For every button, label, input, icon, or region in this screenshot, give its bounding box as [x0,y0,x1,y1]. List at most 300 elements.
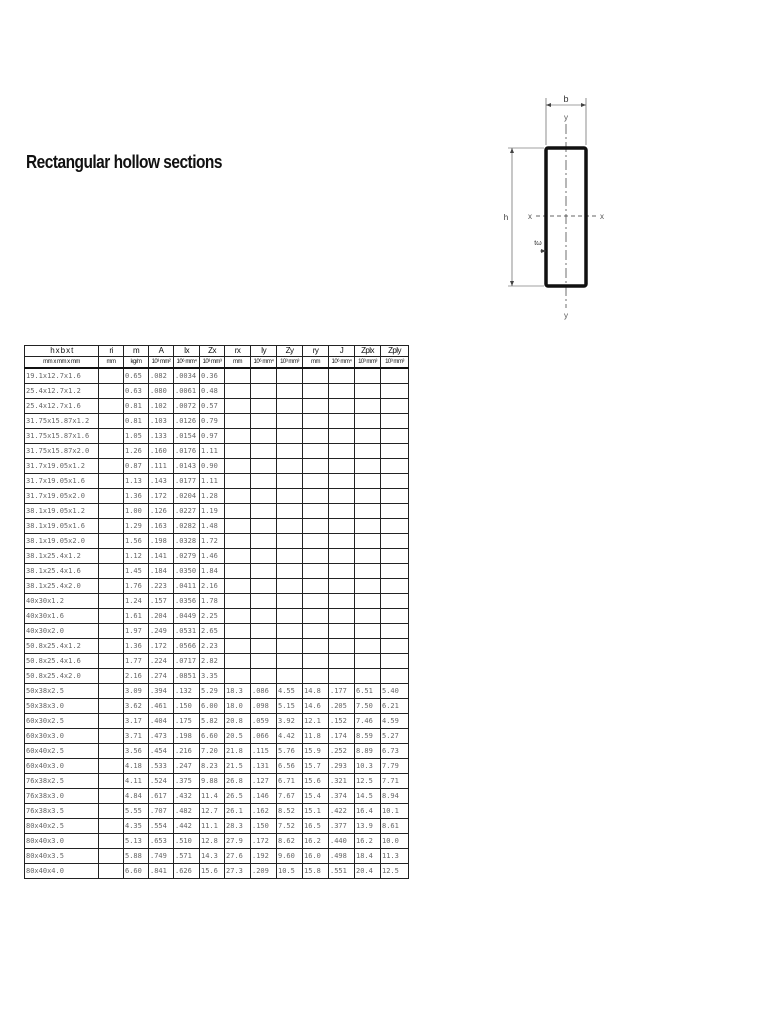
table-row [25,804,409,819]
cell-ri [99,669,124,684]
cell-size: 60x40x3.0 [25,759,99,774]
cell-ry: 16.2 [303,834,329,849]
cell-zplx: Zplx [355,346,381,357]
cell-size: 60x30x3.0 [25,729,99,744]
cell-zplx: 7.50 [355,699,381,714]
cell-ry: 12.1 [303,714,329,729]
table-row [25,399,409,414]
cell-ri [99,819,124,834]
cell-j [329,639,355,654]
cell-zy [277,669,303,684]
cell-ri [99,384,124,399]
cell-j [329,654,355,669]
cell-mass: 4.35 [124,819,149,834]
cell-ix: .0717 [174,654,200,669]
cell-j [329,414,355,429]
cell-ri [99,729,124,744]
cell-iy [251,474,277,489]
cell-mass: 0.87 [124,459,149,474]
cell-area: .141 [149,549,174,564]
cell-mass: 1.36 [124,489,149,504]
cell-mass: 5.55 [124,804,149,819]
cell-zply: Zply [381,346,409,357]
cell-mass: 1.13 [124,474,149,489]
properties-table-container [24,345,409,879]
cell-zx: 1.48 [200,519,225,534]
cell-ix: .216 [174,744,200,759]
cell-size: 38.1x19.05x1.6 [25,519,99,534]
cell-zply: 5.40 [381,684,409,699]
cell-zply [381,444,409,459]
cell-size: 40x30x1.2 [25,594,99,609]
cell-zply: 6.73 [381,744,409,759]
cell-zply [381,609,409,624]
cell-rx: 27.3 [225,864,251,879]
cell-ry [303,399,329,414]
cell-ry [303,609,329,624]
cell-size: 76x38x3.5 [25,804,99,819]
cell-ry: 11.8 [303,729,329,744]
cell-ry [303,474,329,489]
cell-ry: 14.8 [303,684,329,699]
cell-iy [251,414,277,429]
cell-zy: 6.56 [277,759,303,774]
cell-iy [251,639,277,654]
cell-zplx: 20.4 [355,864,381,879]
cell-zplx [355,609,381,624]
cell-area: .143 [149,474,174,489]
cell-ix: .0143 [174,459,200,474]
cell-ix: .247 [174,759,200,774]
cell-zx: 0.79 [200,414,225,429]
cell-ix: .0072 [174,399,200,414]
cell-zx: 1.11 [200,474,225,489]
cell-iy [251,564,277,579]
cell-ry [303,444,329,459]
cell-mass: 3.09 [124,684,149,699]
cell-iy [251,489,277,504]
cell-zx: 14.3 [200,849,225,864]
cell-zply [381,639,409,654]
cell-ry: 15.8 [303,864,329,879]
cell-zx: 9.88 [200,774,225,789]
cell-size: h x b x t [25,346,99,357]
table-row [25,384,409,399]
cell-size: 31.75x15.87x1.6 [25,429,99,444]
cell-rx: 18.0 [225,699,251,714]
cell-zx: 5.29 [200,684,225,699]
cell-j [329,579,355,594]
cell-iy: .172 [251,834,277,849]
cell-ri [99,429,124,444]
cell-ri [99,759,124,774]
cell-size: 50x38x2.5 [25,684,99,699]
cell-size: 60x40x2.5 [25,744,99,759]
cell-zplx: 18.4 [355,849,381,864]
table-row [25,669,409,684]
cell-area: A [149,346,174,357]
cell-ix: .0177 [174,474,200,489]
table-row [25,579,409,594]
cell-zplx [355,519,381,534]
cell-area: .133 [149,429,174,444]
cell-zply [381,519,409,534]
cell-iy: .059 [251,714,277,729]
cell-mass: 3.62 [124,699,149,714]
cell-size: 50.8x25.4x1.6 [25,654,99,669]
cell-iy [251,549,277,564]
cell-ry: 15.9 [303,744,329,759]
cell-area: .223 [149,579,174,594]
label-x-right: x [600,212,604,221]
cell-ry: ry [303,346,329,357]
cell-zplx: 16.4 [355,804,381,819]
cell-ry: 16.0 [303,849,329,864]
header-row [25,346,409,357]
cell-ry [303,594,329,609]
cell-zy [277,504,303,519]
cell-zplx [355,504,381,519]
cell-rx [225,549,251,564]
cell-iy [251,444,277,459]
cell-ry [303,368,329,384]
cell-zx: 1.84 [200,564,225,579]
cell-ri [99,474,124,489]
cell-zy [277,368,303,384]
cell-zplx: 16.2 [355,834,381,849]
cell-ri [99,834,124,849]
table-row [25,819,409,834]
cell-zply [381,459,409,474]
cell-zy: 7.67 [277,789,303,804]
table-row [25,459,409,474]
cell-area: .204 [149,609,174,624]
cell-area: .454 [149,744,174,759]
cell-iy: .131 [251,759,277,774]
section-diagram [500,90,620,322]
cell-ri [99,609,124,624]
cell-j: .422 [329,804,355,819]
cell-rx [225,414,251,429]
cell-zplx [355,474,381,489]
cell-zplx [355,489,381,504]
cell-zply [381,504,409,519]
cell-ix: .0449 [174,609,200,624]
cell-j [329,489,355,504]
label-tw: tω [534,240,542,247]
cell-zx: 8.23 [200,759,225,774]
cell-ix: .0279 [174,549,200,564]
cell-area: .707 [149,804,174,819]
cell-size: 25.4x12.7x1.2 [25,384,99,399]
cell-zply: 8.94 [381,789,409,804]
cell-zply [381,579,409,594]
cell-ri [99,564,124,579]
cell-area: .224 [149,654,174,669]
cell-size: 76x38x2.5 [25,774,99,789]
page-title: Rectangular hollow sections [26,152,222,172]
cell-zply: 6.21 [381,699,409,714]
cell-size: 19.1x12.7x1.6 [25,368,99,384]
cell-rx [225,654,251,669]
table-row [25,699,409,714]
cell-j [329,504,355,519]
cell-zy [277,444,303,459]
cell-ri [99,789,124,804]
cell-ix: .175 [174,714,200,729]
cell-ry [303,384,329,399]
cell-iy: .209 [251,864,277,879]
cell-size: mm x mm x mm [25,357,99,369]
cell-area: .103 [149,414,174,429]
cell-area: .102 [149,399,174,414]
cell-j: .377 [329,819,355,834]
table-row [25,368,409,384]
cell-rx [225,564,251,579]
table-row [25,534,409,549]
cell-ri [99,849,124,864]
cell-mass: m [124,346,149,357]
cell-zy [277,639,303,654]
cell-area: .198 [149,534,174,549]
cell-area: .841 [149,864,174,879]
cell-ix: .132 [174,684,200,699]
cell-size: 76x38x3.0 [25,789,99,804]
cell-ix: .0176 [174,444,200,459]
cell-mass: 0.81 [124,399,149,414]
cell-rx [225,504,251,519]
cell-zplx: 7.46 [355,714,381,729]
cell-iy: .162 [251,804,277,819]
cell-ri [99,594,124,609]
cell-size: 31.75x15.87x1.2 [25,414,99,429]
cell-j [329,624,355,639]
cell-zply [381,654,409,669]
cell-ri: mm [99,357,124,369]
cell-zplx [355,594,381,609]
table-row [25,624,409,639]
cell-ry [303,639,329,654]
cell-area: .394 [149,684,174,699]
cell-mass: 2.16 [124,669,149,684]
cell-size: 80x40x3.0 [25,834,99,849]
cell-ry: 15.7 [303,759,329,774]
cell-size: 80x40x2.5 [25,819,99,834]
cell-rx: 21.8 [225,744,251,759]
cell-zx: 15.6 [200,864,225,879]
cell-rx: mm [225,357,251,369]
cell-iy [251,504,277,519]
cell-mass: 3.71 [124,729,149,744]
cell-iy [251,399,277,414]
label-x-left: x [528,212,532,221]
cell-ry [303,504,329,519]
cell-zx: 1.11 [200,444,225,459]
units-row [25,357,409,369]
table-row [25,834,409,849]
cell-mass: 1.56 [124,534,149,549]
cell-rx [225,368,251,384]
cell-zx: 1.28 [200,489,225,504]
table-row [25,489,409,504]
cell-mass: 1.77 [124,654,149,669]
cell-zply: 10.0 [381,834,409,849]
cell-rx [225,534,251,549]
cell-zx: 1.46 [200,549,225,564]
cell-size: 31.75x15.87x2.0 [25,444,99,459]
cell-j: .321 [329,774,355,789]
cell-size: 50.8x25.4x2.0 [25,669,99,684]
cell-rx [225,519,251,534]
cell-zply: 10³ mm³ [381,357,409,369]
cell-iy [251,669,277,684]
cell-size: 40x30x1.6 [25,609,99,624]
cell-zplx [355,444,381,459]
cell-size: 25.4x12.7x1.6 [25,399,99,414]
cell-ry: 15.6 [303,774,329,789]
cell-iy [251,594,277,609]
cell-zx: 2.25 [200,609,225,624]
cell-ix: Ix [174,346,200,357]
cell-iy: .192 [251,849,277,864]
cell-area: .533 [149,759,174,774]
cell-zx: Zx [200,346,225,357]
cell-area: .274 [149,669,174,684]
cell-zplx [355,534,381,549]
cell-rx: rx [225,346,251,357]
cell-area: .163 [149,519,174,534]
cell-iy: .066 [251,729,277,744]
cell-j [329,669,355,684]
cell-j [329,549,355,564]
cell-rx: 26.5 [225,789,251,804]
label-y-bottom: y [564,311,568,320]
cell-j [329,519,355,534]
cell-j: J [329,346,355,357]
cell-j: .205 [329,699,355,714]
cell-ri [99,414,124,429]
cell-zx: 2.16 [200,579,225,594]
cell-ri [99,504,124,519]
cell-mass: 1.97 [124,624,149,639]
cell-j: .177 [329,684,355,699]
cell-zx: 0.97 [200,429,225,444]
cell-mass: 0.63 [124,384,149,399]
cell-rx [225,489,251,504]
cell-mass: 4.18 [124,759,149,774]
cell-zy: 10³ mm³ [277,357,303,369]
table-row [25,759,409,774]
cell-area: .653 [149,834,174,849]
cell-zplx: 13.9 [355,819,381,834]
cell-zx: 2.82 [200,654,225,669]
cell-area: .082 [149,368,174,384]
cell-rx [225,384,251,399]
cell-zx: 1.72 [200,534,225,549]
cell-iy: .127 [251,774,277,789]
cell-j [329,368,355,384]
cell-rx [225,639,251,654]
cell-zplx: 8.89 [355,744,381,759]
table-row [25,444,409,459]
cell-ix: .0282 [174,519,200,534]
cell-zply: 7.71 [381,774,409,789]
cell-rx: 28.3 [225,819,251,834]
cell-iy: .098 [251,699,277,714]
cell-zplx [355,624,381,639]
cell-iy [251,654,277,669]
cell-zplx [355,654,381,669]
cell-rx [225,399,251,414]
table-row [25,564,409,579]
cell-zy: 5.15 [277,699,303,714]
cell-ry: 14.6 [303,699,329,714]
cell-ix: .510 [174,834,200,849]
cell-ri [99,624,124,639]
cell-ri [99,684,124,699]
cell-zplx: 10³ mm³ [355,357,381,369]
cell-ry [303,459,329,474]
height-dimension [508,148,544,286]
cell-mass: 1.12 [124,549,149,564]
cell-zply [381,474,409,489]
cell-rx [225,669,251,684]
table-row [25,729,409,744]
cell-ix: .0154 [174,429,200,444]
cell-ri [99,714,124,729]
cell-zx: 0.36 [200,368,225,384]
cell-size: 60x30x2.5 [25,714,99,729]
cell-zx: 1.19 [200,504,225,519]
cell-zy [277,594,303,609]
table-row [25,414,409,429]
cell-size: 31.7x19.05x1.2 [25,459,99,474]
cell-zy [277,579,303,594]
cell-iy: .115 [251,744,277,759]
cell-ry [303,669,329,684]
cell-rx: 20.8 [225,714,251,729]
cell-zx: 0.48 [200,384,225,399]
cell-zy [277,519,303,534]
cell-j [329,474,355,489]
cell-ry: 15.1 [303,804,329,819]
cell-area: .524 [149,774,174,789]
cell-j: .440 [329,834,355,849]
cell-iy: Iy [251,346,277,357]
cell-j: .498 [329,849,355,864]
cell-area: .617 [149,789,174,804]
table-row [25,864,409,879]
cell-j [329,444,355,459]
cell-ix: .0566 [174,639,200,654]
cell-iy [251,624,277,639]
cell-area: .554 [149,819,174,834]
cell-size: 50x38x3.0 [25,699,99,714]
cell-ri [99,444,124,459]
cell-rx [225,444,251,459]
cell-size: 40x30x2.0 [25,624,99,639]
cell-ri [99,459,124,474]
cell-rx: 27.6 [225,849,251,864]
cell-zply [381,624,409,639]
cell-zplx [355,429,381,444]
cell-j [329,534,355,549]
cell-ix: .0350 [174,564,200,579]
cell-area: .249 [149,624,174,639]
cell-iy [251,519,277,534]
cell-mass: 1.36 [124,639,149,654]
cell-mass: 3.56 [124,744,149,759]
